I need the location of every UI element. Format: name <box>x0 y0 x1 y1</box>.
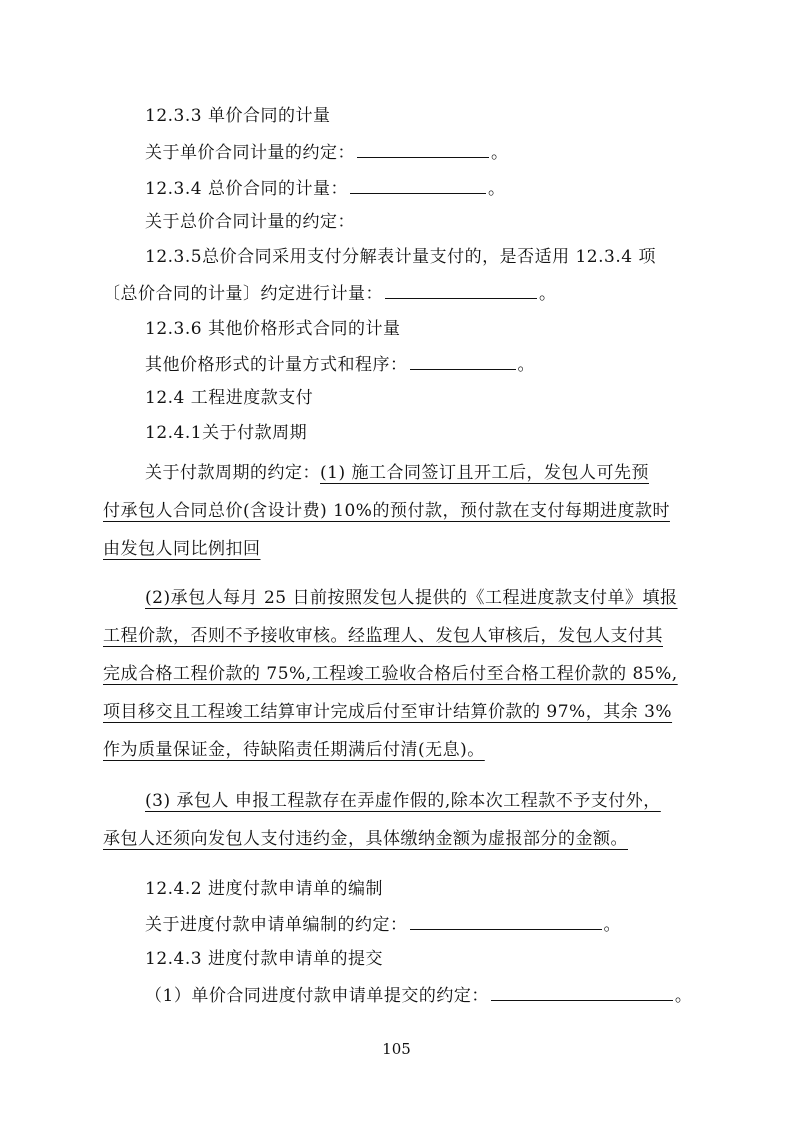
clause-text: 12.3.5总价合同采用支付分解表计量支付的，是否适用 12.3.4 项 <box>145 247 656 267</box>
clause-label: （1）单价合同进度付款申请单提交的约定： <box>145 986 489 1006</box>
underlined-text: 承包人还须向发包人支付违约金，具体缴纳金额为虚报部分的金额。 <box>103 829 628 849</box>
payment-cycle-paragraph-1-line-3 <box>103 537 261 561</box>
clause-label: 关于进度付款申请单编制的约定： <box>145 915 408 935</box>
section-12-4-1-heading <box>145 421 307 445</box>
underlined-text: 完成合格工程价款的 75%,工程竣工验收合格后付至合格工程价款的 85%, <box>103 664 678 684</box>
payment-cycle-paragraph-2-line-4 <box>103 700 672 724</box>
heading-text: 12.4 工程进度款支付 <box>145 388 314 408</box>
heading-text: 12.4.2 进度付款申请单的编制 <box>145 879 383 899</box>
underlined-text: (2)承包人每月 25 日前按照发包人提供的《工程进度款支付单》填报 <box>145 588 678 608</box>
fill-in-blank[interactable] <box>410 352 516 370</box>
underlined-text: (1) 施工合同签订且开工后，发包人可先预 <box>320 463 649 483</box>
page-number: 105 <box>382 1040 411 1058</box>
fill-in-blank[interactable] <box>491 983 673 1001</box>
fill-in-blank[interactable] <box>350 176 486 194</box>
clause-label: 关于单价合同计量的约定： <box>145 143 355 163</box>
clause-end: 。 <box>491 143 509 163</box>
payment-cycle-paragraph-2 <box>145 586 678 610</box>
underlined-text: (3) 承包人 申报工程款存在弄虚作假的,除本次工程款不予支付外， <box>145 791 661 811</box>
unit-price-measurement-clause <box>145 140 509 165</box>
section-12-4-heading <box>145 386 313 410</box>
payment-cycle-paragraph-2-line-2 <box>103 624 663 648</box>
section-12-3-4-heading <box>145 176 505 201</box>
payment-cycle-paragraph-2-line-5 <box>103 738 485 762</box>
payment-cycle-paragraph-3-line-2 <box>103 827 628 851</box>
clause-label: 关于付款周期的约定： <box>145 463 320 483</box>
clause-end: 。 <box>539 284 557 304</box>
progress-payment-preparation-clause <box>145 912 621 937</box>
section-12-3-3-heading <box>145 104 330 128</box>
heading-text: 12.3.6 其他价格形式合同的计量 <box>145 319 401 339</box>
clause-label: 关于总价合同计量的约定： <box>145 212 355 232</box>
clause-end: 。 <box>517 355 535 375</box>
underlined-text: 由发包人同比例扣回 <box>103 539 261 559</box>
clause-label: 〔总价合同的计量〕约定进行计量： <box>103 284 383 304</box>
section-12-3-6-heading <box>145 317 400 341</box>
payment-cycle-paragraph-2-line-3 <box>103 662 678 686</box>
fill-in-blank[interactable] <box>410 912 602 930</box>
clause-end: 。 <box>487 179 506 199</box>
lump-sum-measurement-clause <box>145 210 355 234</box>
fill-in-blank[interactable] <box>357 140 489 158</box>
underlined-text: 工程价款，否则不予接收审核。经监理人、发包人审核后，发包人支付其 <box>103 626 663 646</box>
section-12-4-2-heading <box>145 877 383 901</box>
heading-text: 12.4.3 进度付款申请单的提交 <box>145 949 383 969</box>
underlined-text: 项目移交且工程竣工结算审计完成后付至审计结算价款的 97%，其余 3% <box>103 702 673 722</box>
clause-end: 。 <box>603 915 621 935</box>
heading-text: 12.3.3 单价合同的计量 <box>145 106 331 126</box>
heading-text: 12.3.4 总价合同的计量： <box>145 179 348 199</box>
fill-in-blank[interactable] <box>385 281 537 299</box>
payment-cycle-paragraph-3 <box>145 789 661 813</box>
underlined-text: 付承包人合同总价(含设计费) 10%的预付款，预付款在支付每期进度款时 <box>103 501 670 521</box>
section-12-3-5-text <box>145 245 656 269</box>
unit-price-submission-clause <box>145 983 692 1008</box>
clause-label: 其他价格形式的计量方式和程序： <box>145 355 408 375</box>
heading-text: 12.4.1关于付款周期 <box>145 423 308 443</box>
payment-cycle-paragraph-1 <box>145 461 649 485</box>
other-price-form-clause <box>145 352 535 377</box>
section-12-3-5-continued <box>103 281 557 306</box>
clause-end: 。 <box>674 986 693 1006</box>
section-12-4-3-heading <box>145 947 383 971</box>
payment-cycle-paragraph-1-line-2 <box>103 499 670 523</box>
underlined-text: 作为质量保证金，待缺陷责任期满后付清(无息)。 <box>103 740 485 760</box>
